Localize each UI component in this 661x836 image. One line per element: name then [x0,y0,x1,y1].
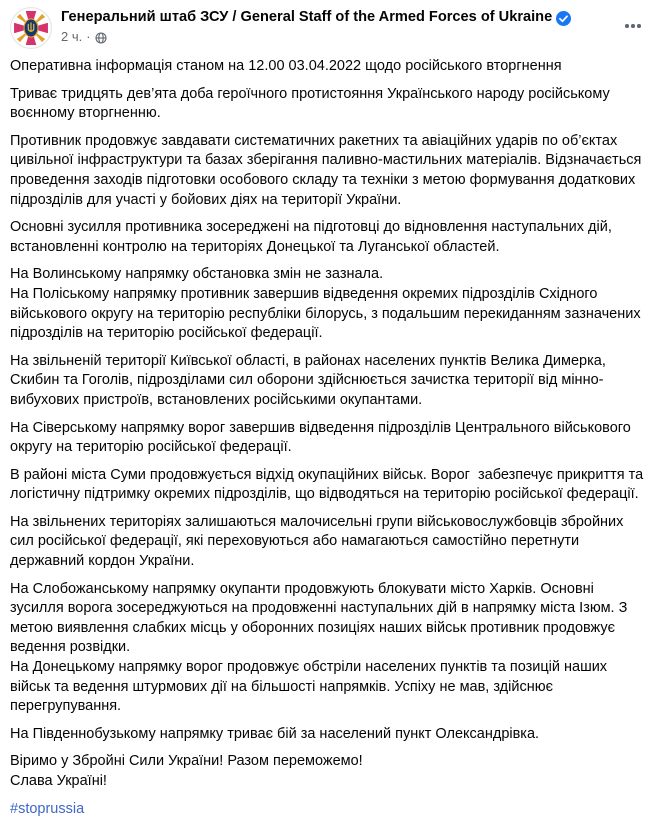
ellipsis-dot [625,24,629,28]
verified-badge-icon [556,11,571,26]
header-text [61,7,571,45]
page-avatar[interactable] [10,7,52,49]
public-globe-icon [95,31,107,43]
post-header [0,0,661,51]
general-staff-emblem-icon [10,36,52,49]
page-name-link[interactable]: Генеральний штаб ЗСУ / General Staff of the Armed Forces of Ukraine [61,9,553,25]
meta-separator: · [86,29,91,44]
post-meta [61,28,571,45]
post-paragraph: На Волинському напрямку обстановка змін не зазнала. На Поліському напрямку противник завершив відведення окремих підрозділів Східного військового округу на територію республіки білорусь, з подальшим перекиданням зазначених підрозділів на територію російської федерації. [10,266,645,342]
post-paragraph: Оперативна інформація станом на 12.00 03.04.2022 щодо російського вторгнення [10,58,562,74]
post-paragraph: В районі міста Суми продовжується відхід окупаційних військ. Ворог забезпечує прикриття та логістичну підтримку окремих підрозділів, що відводяться на територію російської федерації. [10,466,648,503]
post-paragraph: На Слобожанському напрямку окупанти продовжують блокувати місто Харків. Основні зусилля ворога зосереджуються на продовженні наступальних дій в напрямку міста Ізюм. З метою виявлення слабких місць у оборонних позиціях наших військ противник продовжує ведення розвідки. На Донецькому напрямку ворог продовжує обстріли населених пунктів та позицій наших військ та ведення штурмових дії на більшості напрямків. Успіху не мав, здійснює перегрупування. [10,580,632,715]
post-paragraph: Противник продовжує завдавати систематичних ракетних та авіаційних ударів по об’єктах цивільної інфраструктури та базах зберігання паливно-мастильних матеріалів. Відзначається проведення заходів підготовки особового складу та техніки з метою формування додаткових підрозділів для участі у бойових діях на території України. [10,132,646,208]
timestamp-link[interactable]: 2 ч. [61,29,83,44]
hashtag-paragraph [10,800,647,820]
hashtag-link[interactable]: #stoprussia [10,800,85,817]
post-paragraph: На звільнених територіях залишаються малочисельні групи військовослужбовців збройних сил російської федерації, які переховуються або намагаються самостійно перетнути державний кордон України. [10,513,628,570]
post-paragraph: Триває тридцять дев’ята доба героїчного протистояння Українського народу російському воєнному вторгненню. [10,85,614,122]
post-paragraph: На звільненій території Київської області, в районах населених пунктів Велика Димерка, Скибин та Гоголів, підрозділами сил оборони здійснюється зачистка території від мінно-вибухових пристроїв, встановлених російськими окупантами. [10,352,610,408]
post-paragraph: Віримо у Збройні Сили України! Разом переможемо! Слава Україні! [10,753,363,789]
post-paragraph: На Сіверському напрямку ворог завершив відведення підрозділів Центрального військового округу на територію російської федерації. [10,419,635,456]
post-paragraph: На Південнобузькому напрямку триває бій за населений пункт Олександрівка. [10,725,540,742]
post-paragraph: Основні зусилля противника зосереджені на підготовці до відновлення наступальних дій, встановленні контролю на територіях Донецької та Луганської областей. [10,219,616,255]
post-text [0,51,661,819]
ellipsis-dot [631,24,635,28]
ellipsis-dot [637,24,641,28]
more-options-button[interactable] [619,14,647,38]
